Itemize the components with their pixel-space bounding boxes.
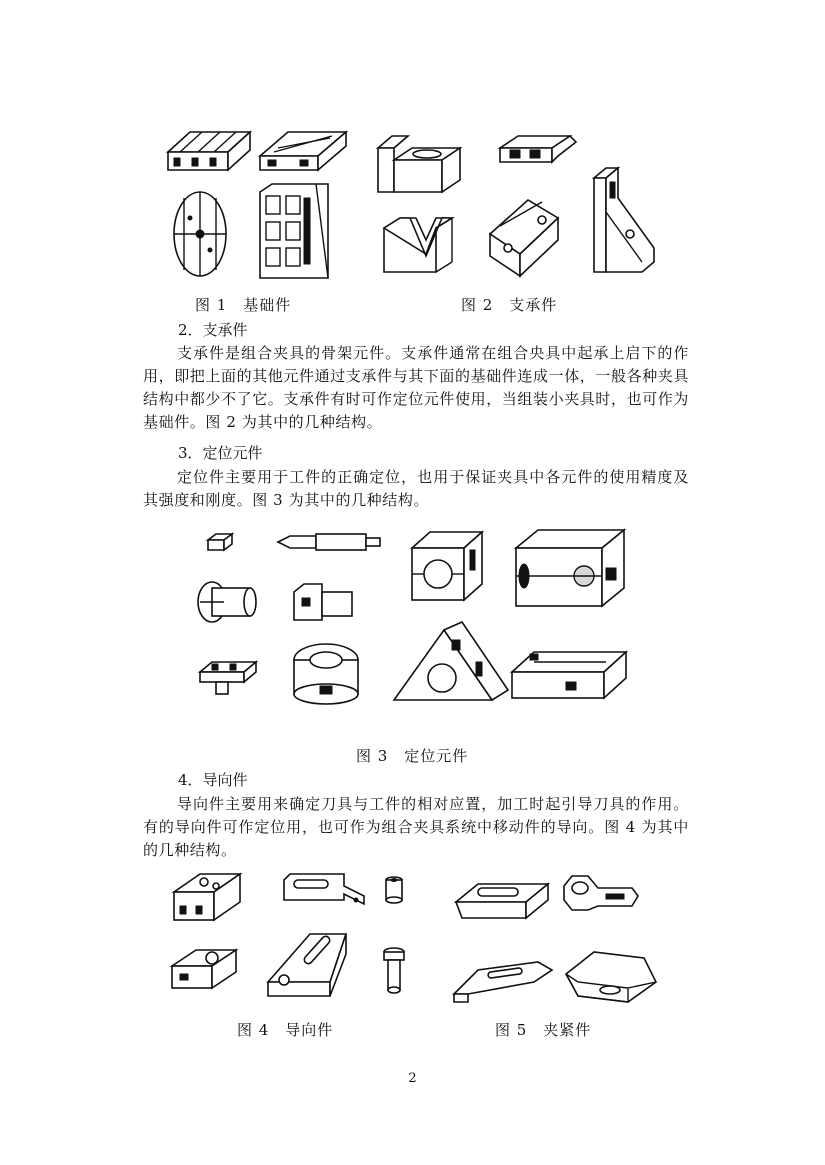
figure-5-drawing — [448, 866, 668, 1006]
clamp-hook — [564, 876, 638, 910]
section-heading-guide: 4．导向件 — [178, 771, 248, 789]
locating-t-key — [200, 662, 256, 694]
locating-cube-2 — [516, 530, 624, 606]
locating-taper-pin — [278, 534, 380, 550]
guide-bush-small — [386, 877, 402, 903]
base-angle-block — [260, 184, 328, 278]
support-angle-block — [490, 200, 558, 276]
locating-round-pin-2 — [294, 584, 352, 620]
section-body-locating: 定位件主要用于工件的正确定位，也用于保证夹具中各元件的使用精度及其强度和刚度。图 3 为其中的几种结构。 — [143, 468, 689, 509]
figure-4-drawing — [160, 866, 420, 1006]
page-number: 2 — [408, 1071, 417, 1086]
support-l-block — [378, 136, 460, 192]
locating-ring — [294, 644, 358, 704]
section-heading-locating: 3．定位元件 — [178, 444, 263, 462]
base-round — [174, 192, 226, 276]
guide-plate-holes — [174, 874, 240, 920]
clamp-lever — [454, 962, 552, 1002]
guide-bush-long — [384, 948, 404, 993]
locating-small-pin — [208, 534, 232, 550]
support-v-block — [384, 218, 452, 272]
figure-2-drawing — [372, 122, 662, 282]
section-body-support: 支承件是组合夹具的骨架元件。支承件通常在组合央具中起承上启下的作用，即把上面的其他元件通过支承件与其下面的基础件连成一体，一般各种夹具结构中都少不了它。支承件有时可作定位元件使用，当组装小夹具时，也可作为基础件。图 2 为其中的几种结构。 — [143, 344, 690, 431]
figure-3-caption: 图 3 定位元件 — [356, 747, 469, 765]
figure-1-drawing — [160, 122, 360, 282]
base-plate-grooved — [168, 132, 250, 170]
support-step-bracket — [500, 136, 576, 162]
clamp-strap — [456, 884, 548, 918]
support-tall-angle — [594, 168, 654, 272]
clamp-block — [566, 952, 656, 1002]
section-heading-support: 2．支承件 — [178, 321, 248, 339]
figure-4-caption: 图 4 导向件 — [237, 1021, 334, 1039]
locating-base-block — [512, 652, 626, 698]
locating-triangle-block — [394, 622, 508, 700]
figure-5-caption: 图 5 夹紧件 — [495, 1021, 592, 1039]
section-body-guide: 导向件主要用来确定刀具与工件的相对应置，加工时起引导刀具的作用。有的导向件可作定位用，也可作为组合夹具系统中移动件的导向。图 4 为其中的几种结构。 — [143, 795, 689, 859]
guide-slot-plate — [268, 934, 346, 996]
base-plate-rect — [260, 132, 346, 170]
locating-cube-1 — [412, 532, 482, 600]
figure-2-caption: 图 2 支承件 — [461, 296, 558, 314]
figure-3-drawing — [186, 522, 646, 732]
guide-slotted-arm — [284, 874, 364, 904]
locating-round-pin-1 — [198, 582, 256, 622]
guide-plate-round — [172, 950, 236, 988]
figure-1-caption: 图 1 基础件 — [195, 296, 292, 314]
